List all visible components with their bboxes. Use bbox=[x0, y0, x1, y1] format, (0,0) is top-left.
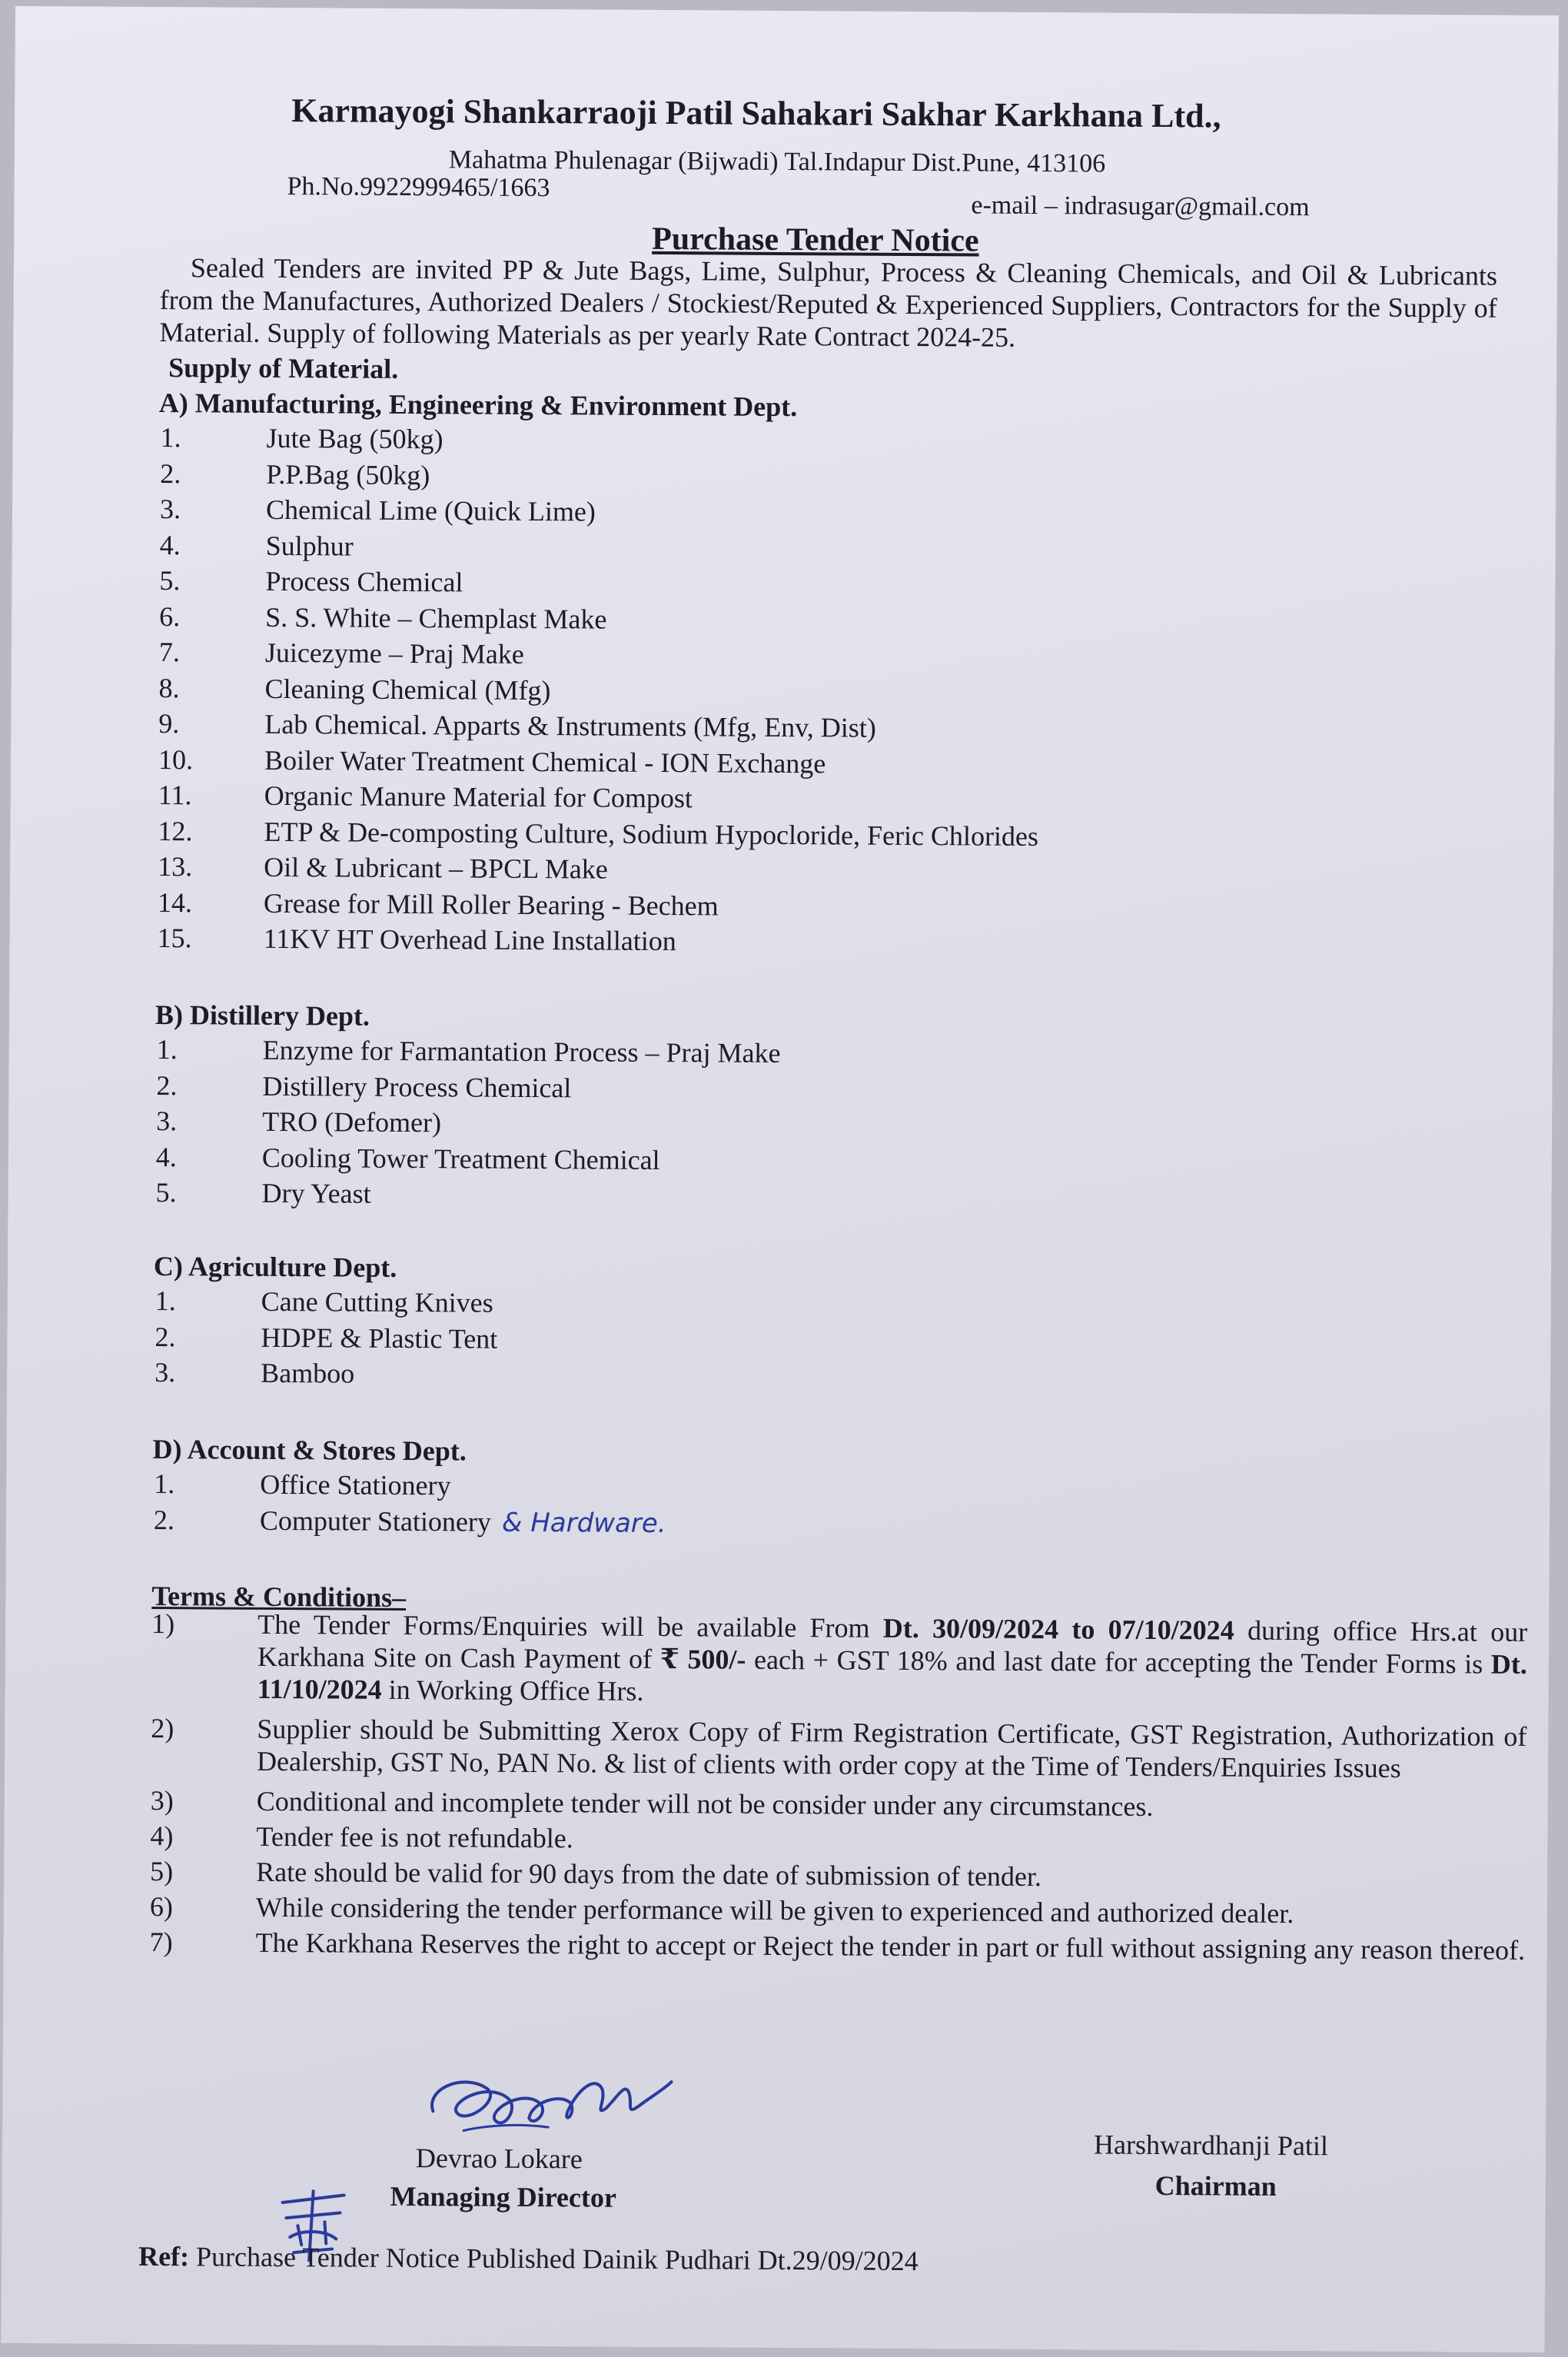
chairman-name: Harshwardhanji Patil bbox=[1093, 2129, 1329, 2162]
terms-title: Terms & Conditions– bbox=[151, 1580, 407, 1614]
item-number: 12. bbox=[158, 815, 193, 846]
item-label: Jute Bag (50kg) bbox=[266, 422, 443, 455]
item-label: Dry Yeast bbox=[261, 1177, 371, 1209]
item-label: Process Chemical bbox=[265, 565, 463, 598]
term-text: While considering the tender performance will be given to experienced and authorized dealer. bbox=[255, 1891, 1294, 1930]
handwritten-addition: & Hardware. bbox=[501, 1507, 666, 1539]
md-name: Devrao Lokare bbox=[415, 2143, 583, 2175]
item-number: 2. bbox=[156, 1069, 178, 1101]
item-label-text: Computer Stationery bbox=[259, 1504, 492, 1538]
organization-phone: Ph.No.9922999465/1663 bbox=[287, 172, 550, 203]
item-number: 5. bbox=[159, 565, 181, 597]
term-date-range: Dt. 30/09/2024 to 07/10/2024 bbox=[882, 1612, 1234, 1646]
item-label: Sulphur bbox=[265, 530, 354, 562]
term-number: 6) bbox=[149, 1890, 174, 1923]
item-number: 1. bbox=[154, 1468, 175, 1500]
item-number: 3. bbox=[156, 1105, 178, 1137]
section-c-title: C) Agriculture Dept. bbox=[153, 1250, 397, 1283]
item-label: Grease for Mill Roller Bearing - Bechem bbox=[263, 887, 719, 921]
term-number: 2) bbox=[151, 1712, 174, 1744]
tender-notice-page bbox=[1, 6, 1559, 2352]
signature-md bbox=[417, 2057, 679, 2151]
term-text: Tender fee is not refundable. bbox=[256, 1820, 573, 1854]
term-number: 5) bbox=[150, 1855, 174, 1887]
item-number: 10. bbox=[158, 743, 194, 775]
item-label: TRO (Defomer) bbox=[262, 1105, 442, 1139]
item-number: 2. bbox=[153, 1504, 175, 1535]
terms-list bbox=[141, 1607, 1527, 1970]
term-number: 1) bbox=[151, 1607, 175, 1640]
organization-address: Mahatma Phulenagar (Bijwadi) Tal.Indapur Dist.Pune, 413106 bbox=[448, 145, 1106, 178]
reference-line bbox=[138, 2240, 919, 2277]
item-label: Cane Cutting Knives bbox=[261, 1285, 493, 1318]
organization-name: Karmayogi Shankarraoji Patil Sahakari Sakhar Karkhana Ltd., bbox=[291, 91, 1221, 135]
term-text: The Karkhana Reserves the right to accept or Reject the tender in part or full without assigning any reason thereof. bbox=[255, 1926, 1526, 1966]
item-label: Oil & Lubricant – BPCL Make bbox=[264, 851, 608, 885]
term-text bbox=[257, 1608, 1528, 1713]
item-number: 4. bbox=[159, 529, 181, 560]
term-text-part: each + GST 18% and last date for accepting the Tender Forms is bbox=[746, 1644, 1492, 1680]
term-item bbox=[142, 1855, 1526, 1896]
item-number: 3. bbox=[159, 494, 181, 525]
item-label: Boiler Water Treatment Chemical - ION Exchange bbox=[264, 744, 826, 779]
item-number: 15. bbox=[157, 923, 192, 954]
item-label: ETP & De-composting Culture, Sodium Hypocloride, Feric Chlorides bbox=[264, 816, 1039, 852]
item-number: 8. bbox=[158, 672, 180, 703]
item-number: 3. bbox=[154, 1357, 176, 1388]
term-number: 4) bbox=[150, 1820, 174, 1852]
item-number: 14. bbox=[157, 886, 193, 918]
term-fee: ₹ 500/- bbox=[659, 1644, 746, 1675]
term-text: Conditional and incomplete tender will not be consider under any circumstances. bbox=[256, 1785, 1154, 1822]
term-item bbox=[144, 1607, 1528, 1713]
item-label: Cooling Tower Treatment Chemical bbox=[261, 1142, 660, 1175]
term-number: 3) bbox=[150, 1784, 174, 1817]
item-number: 1. bbox=[156, 1034, 178, 1065]
section-a-list bbox=[155, 420, 1039, 957]
term-item bbox=[142, 1820, 1526, 1860]
item-label: Organic Manure Material for Compost bbox=[264, 780, 693, 814]
item-number: 5. bbox=[155, 1177, 177, 1208]
term-item bbox=[142, 1926, 1526, 1966]
item-number: 11. bbox=[158, 780, 192, 811]
md-role: Managing Director bbox=[390, 2180, 617, 2213]
reference-text: Purchase Tender Notice Published Dainik Pudhari Dt.29/09/2024 bbox=[188, 2241, 919, 2277]
item-number: 4. bbox=[155, 1141, 178, 1172]
intro-text: Sealed Tenders are invited PP & Jute Bags, Lime, Sulphur, Process & Cleaning Chemicals, and Oil & Lubricants from the Manufactures, Authorized Dealers / Stockiest/Reputed & Experienced Suppliers, Contractors for the Supply of Material. Supply of following Materials as per yearly Rate Contract 2024-25. bbox=[159, 252, 1498, 353]
item-label: Office Stationery bbox=[260, 1468, 451, 1501]
section-c-list bbox=[153, 1283, 498, 1390]
item-label: 11KV HT Overhead Line Installation bbox=[263, 923, 676, 957]
term-text: Supplier should be Submitting Xerox Copy of Firm Registration Certificate, GST Registration, Authorization of Dealership, GST No, PAN No. & list of clients with order copy at the Time of Tenders/Enquiries Issues bbox=[256, 1713, 1527, 1784]
term-text-part: during office Hrs.at our Karkhana Site on Cash Payment of bbox=[257, 1614, 1528, 1675]
item-label bbox=[260, 1502, 666, 1541]
term-text-part: in Working Office Hrs. bbox=[381, 1674, 644, 1707]
intro-paragraph bbox=[159, 251, 1497, 357]
item-label: P.P.Bag (50kg) bbox=[266, 458, 430, 490]
item-label: Enzyme for Farmantation Process – Praj Make bbox=[262, 1034, 781, 1069]
item-number: 1. bbox=[154, 1285, 176, 1317]
item-label: Chemical Lime (Quick Lime) bbox=[265, 494, 596, 527]
item-number: 2. bbox=[160, 457, 181, 489]
item-number: 7. bbox=[158, 637, 181, 668]
item-label: Bamboo bbox=[261, 1357, 355, 1389]
item-label: Juicezyme – Praj Make bbox=[264, 637, 524, 670]
item-label: S. S. White – Chemplast Make bbox=[265, 601, 607, 635]
section-d-title: D) Account & Stores Dept. bbox=[152, 1433, 467, 1467]
term-item bbox=[143, 1784, 1526, 1825]
supply-heading: Supply of Material. bbox=[168, 352, 399, 384]
term-item bbox=[142, 1890, 1526, 1931]
item-label: Lab Chemical. Apparts & Instruments (Mfg, Env, Dist) bbox=[264, 708, 876, 743]
term-text-part: The Tender Forms/Enquiries will be available From bbox=[257, 1608, 883, 1644]
term-last-date: Dt. 11/10/2024 bbox=[257, 1648, 1528, 1705]
item-number: 2. bbox=[154, 1321, 176, 1352]
section-d-list bbox=[152, 1466, 666, 1539]
item-number: 1. bbox=[160, 422, 181, 454]
reference-label: Ref: bbox=[138, 2240, 190, 2272]
term-text: Rate should be valid for 90 days from the date of submission of tender. bbox=[256, 1856, 1042, 1893]
item-label: HDPE & Plastic Tent bbox=[261, 1321, 498, 1355]
item-label: Distillery Process Chemical bbox=[262, 1070, 572, 1103]
item-number: 13. bbox=[158, 851, 193, 883]
item-number: 9. bbox=[158, 708, 180, 740]
section-b-title: B) Distillery Dept. bbox=[154, 999, 370, 1032]
organization-email: e-mail – indrasugar@gmail.com bbox=[971, 191, 1310, 222]
chairman-role: Chairman bbox=[1154, 2169, 1277, 2202]
term-number: 7) bbox=[149, 1926, 173, 1958]
term-item bbox=[143, 1712, 1526, 1785]
item-label: Cleaning Chemical (Mfg) bbox=[264, 673, 551, 706]
item-number: 6. bbox=[159, 600, 181, 632]
section-a-title: A) Manufacturing, Engineering & Environment Dept. bbox=[158, 387, 798, 423]
notice-title: Purchase Tender Notice bbox=[652, 221, 979, 259]
